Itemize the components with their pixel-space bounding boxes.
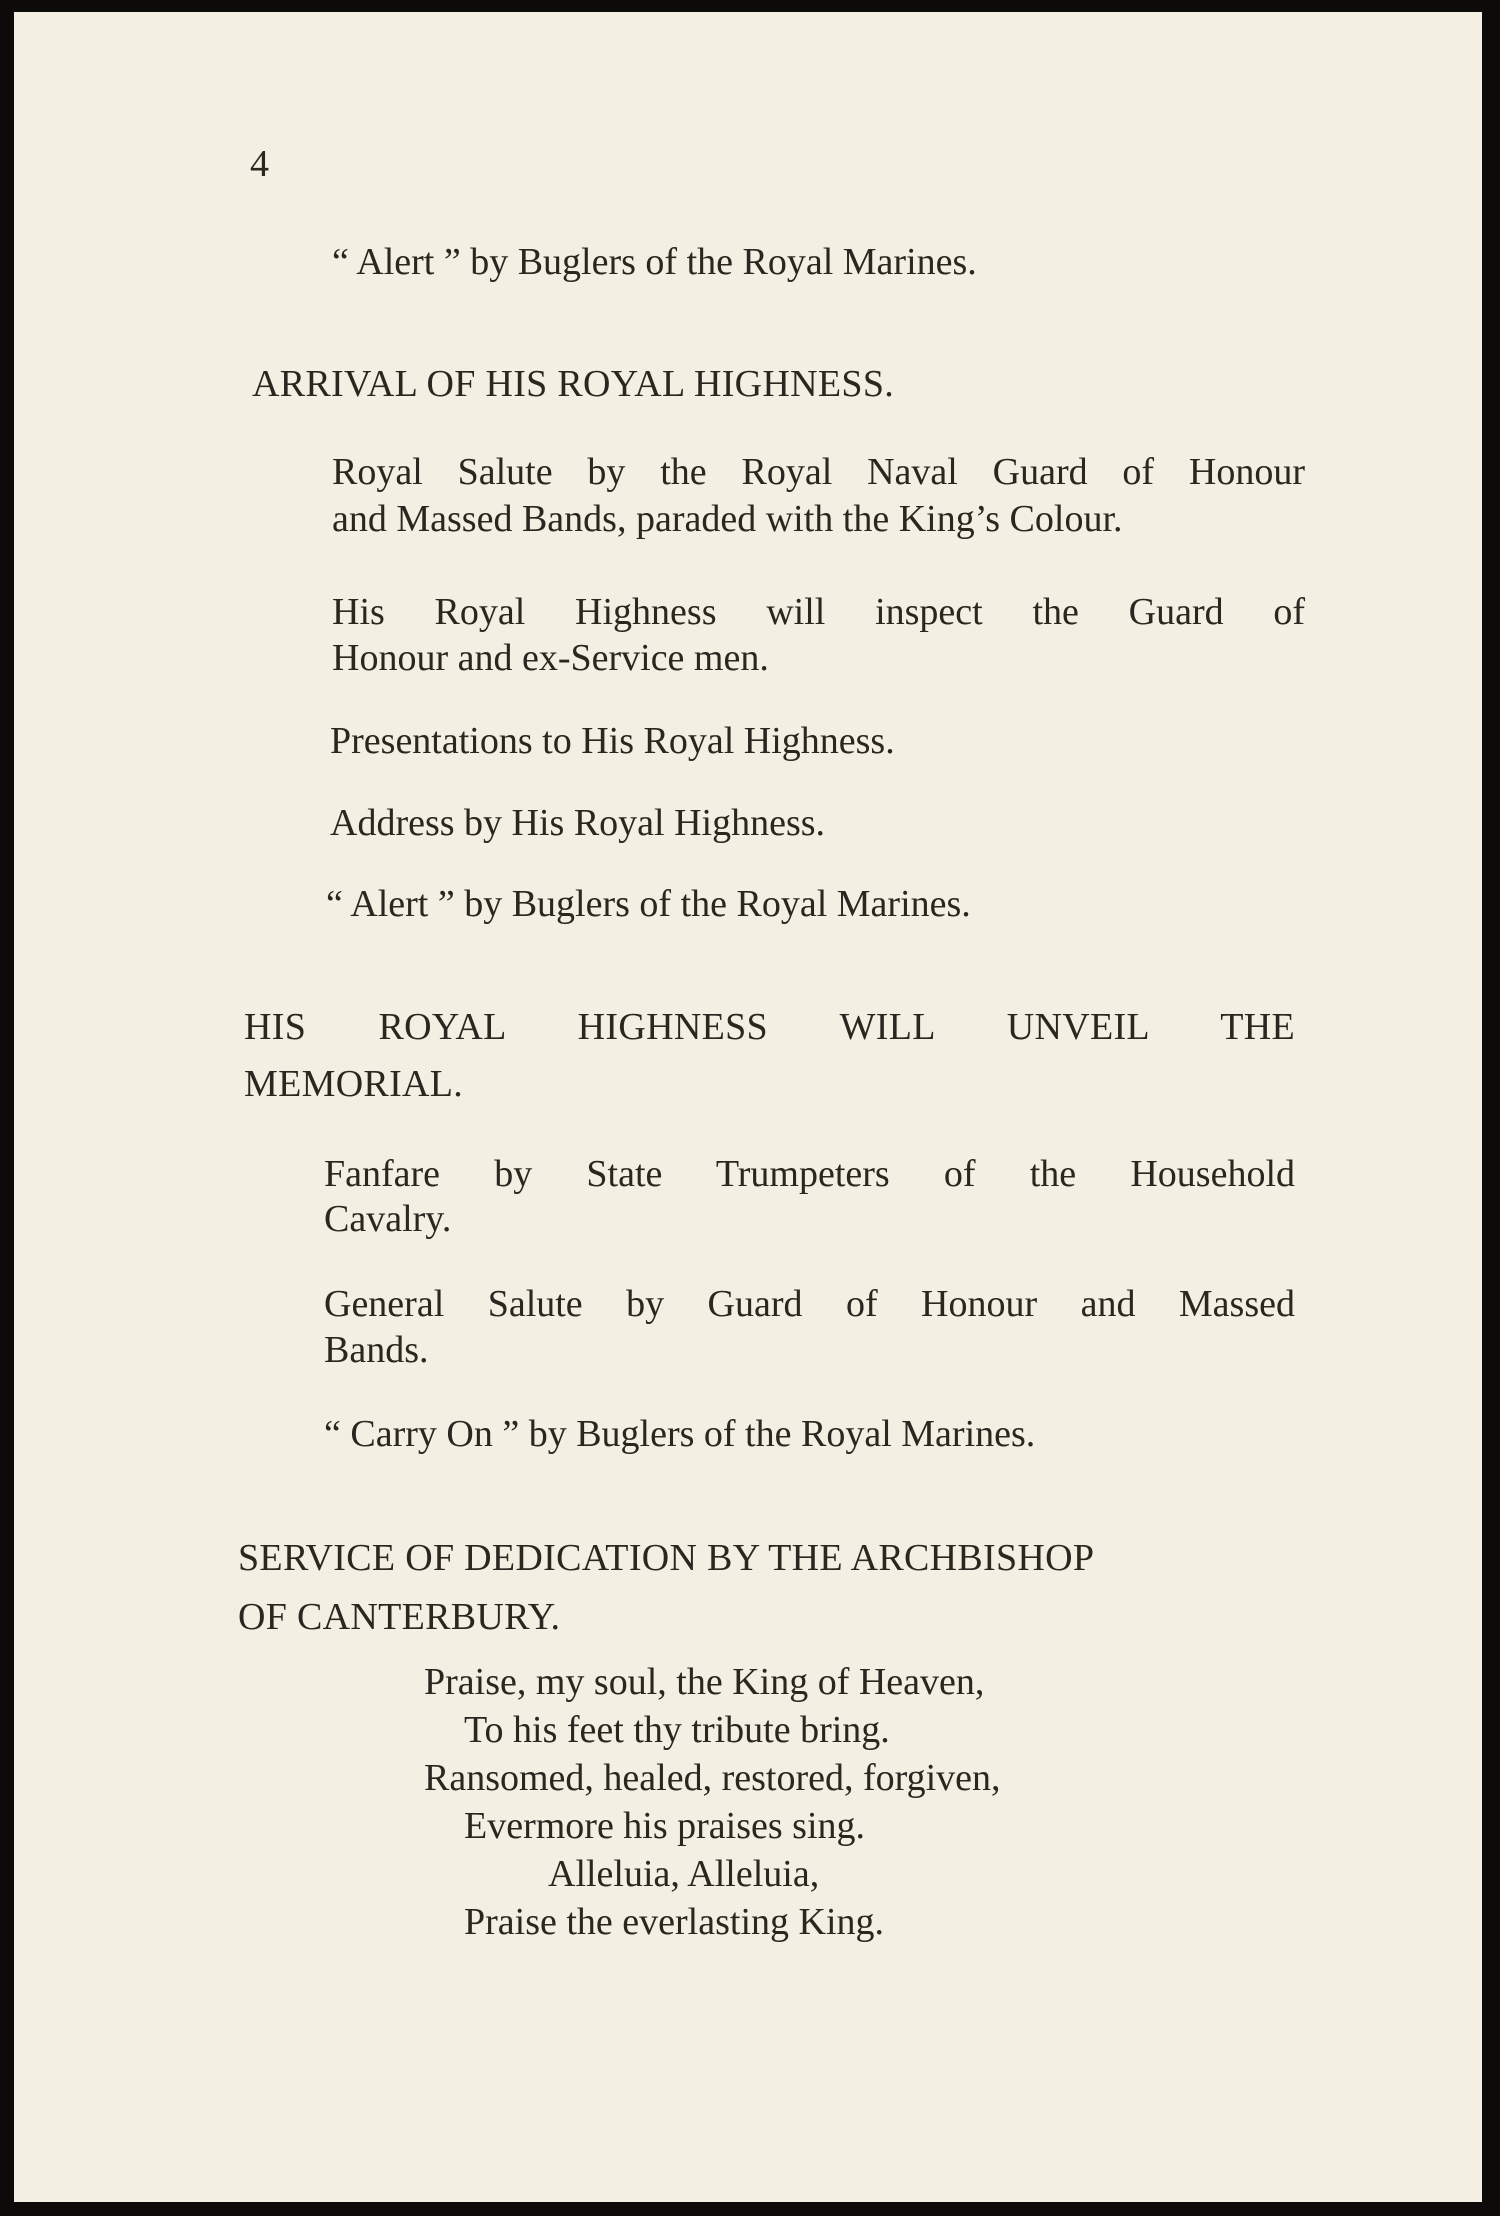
programme-item-alert-2: “ Alert ” by Buglers of the Royal Marines. (326, 883, 971, 925)
heading-unveil-line2: MEMORIAL. (244, 1063, 464, 1105)
programme-item-general-salute-line2: Bands. (324, 1329, 429, 1371)
heading-service-line1: SERVICE OF DEDICATION BY THE ARCHBISHOP (238, 1537, 1095, 1579)
hymn-line: Alleluia, Alleluia, (548, 1853, 820, 1895)
programme-item-inspect-line2: Honour and ex-Service men. (332, 637, 769, 679)
hymn-line: To his feet thy tribute bring. (464, 1709, 890, 1751)
heading-arrival: ARRIVAL OF HIS ROYAL HIGHNESS. (252, 363, 895, 405)
hymn-line: Ransomed, healed, restored, forgiven, (424, 1757, 1001, 1799)
heading-service-line2: OF CANTERBURY. (238, 1596, 561, 1638)
hymn-line: Praise, my soul, the King of Heaven, (424, 1661, 985, 1703)
programme-item-fanfare-line1: Fanfare by State Trumpeters of the Household (324, 1153, 1295, 1195)
programme-item-royal-salute-line1: Royal Salute by the Royal Naval Guard of Honour (332, 451, 1305, 493)
programme-item-alert-1: “ Alert ” by Buglers of the Royal Marines. (332, 241, 977, 283)
hymn-line: Evermore his praises sing. (464, 1805, 866, 1847)
programme-item-address: Address by His Royal Highness. (330, 802, 826, 844)
heading-unveil-line1: HIS ROYAL HIGHNESS WILL UNVEIL THE (244, 1006, 1295, 1048)
page-number: 4 (250, 143, 269, 185)
programme-item-royal-salute-line2: and Massed Bands, paraded with the King’s Colour. (332, 498, 1123, 540)
programme-item-fanfare-line2: Cavalry. (324, 1198, 452, 1240)
programme-item-carry-on: “ Carry On ” by Buglers of the Royal Marines. (324, 1413, 1036, 1455)
programme-item-general-salute-line1: General Salute by Guard of Honour and Massed (324, 1283, 1295, 1325)
hymn-line: Praise the everlasting King. (464, 1901, 885, 1943)
programme-item-inspect-line1: His Royal Highness will inspect the Guard of (332, 591, 1305, 633)
programme-item-presentations: Presentations to His Royal Highness. (330, 720, 895, 762)
document-page (14, 12, 1482, 2202)
